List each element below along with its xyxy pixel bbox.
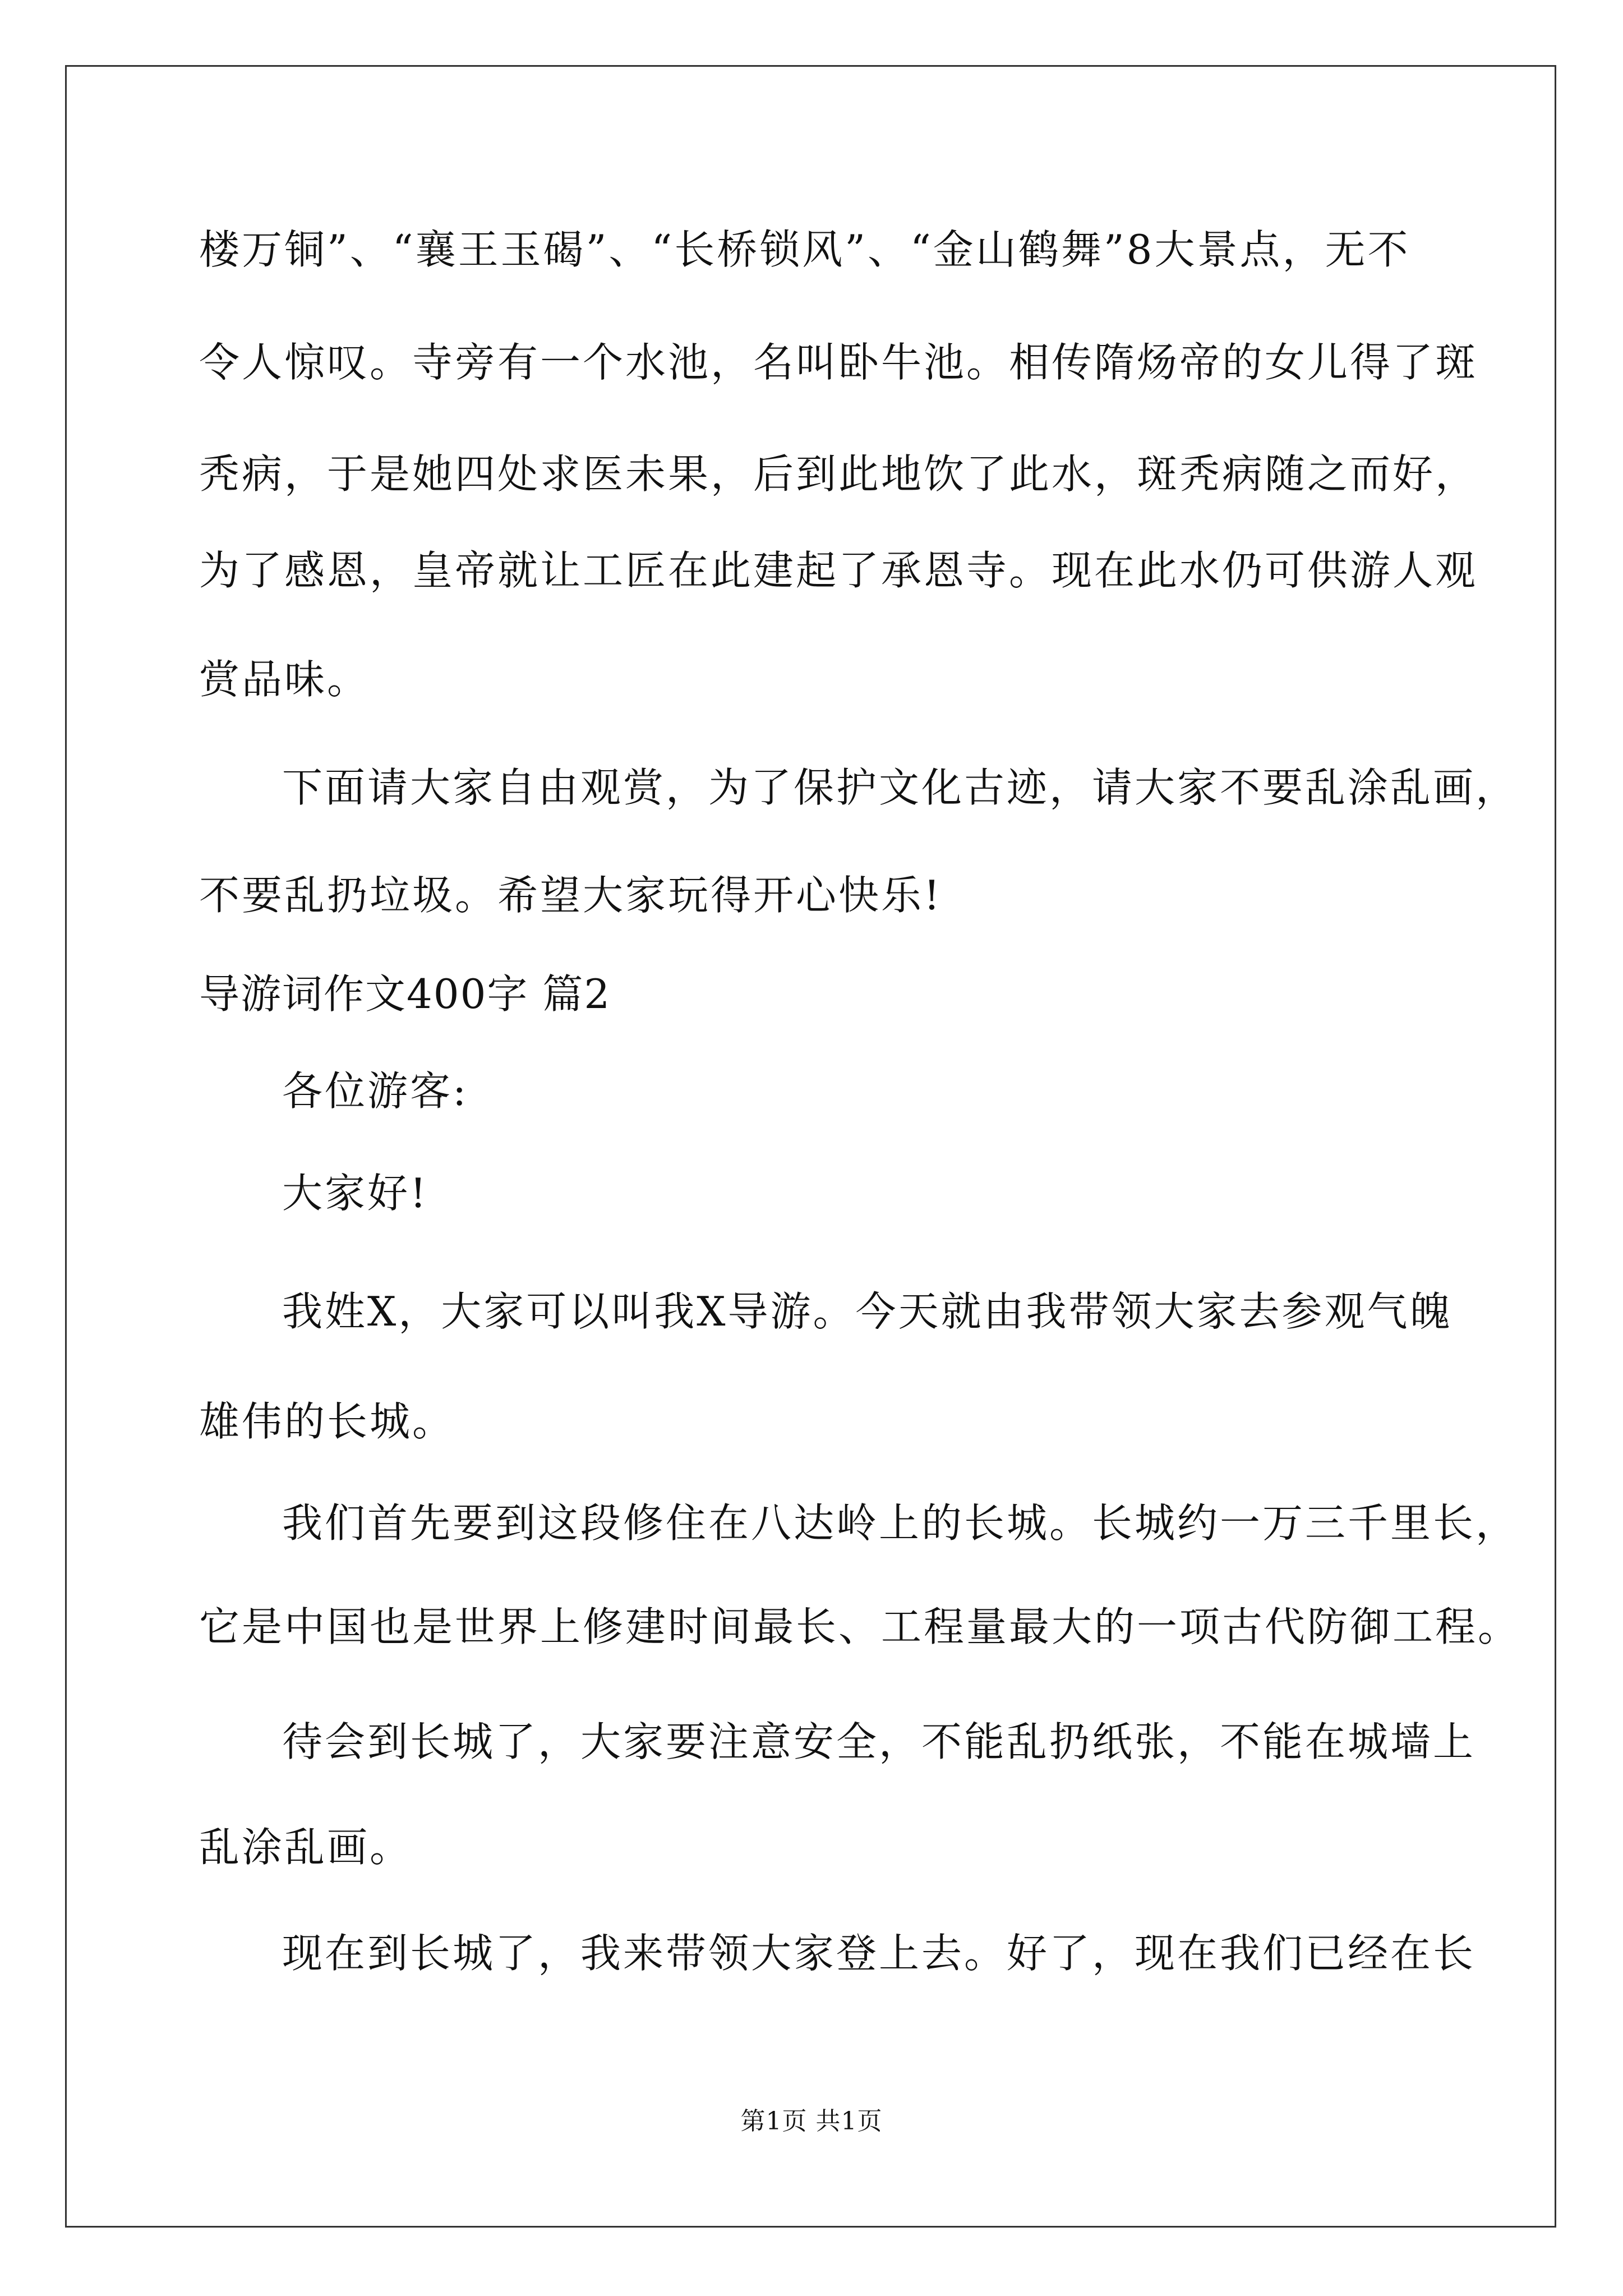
paragraph-line: 雄伟的长城。 [199,1398,455,1445]
paragraph-line: 我姓X，大家可以叫我X导游。今天就由我带领大家去参观气魄 [282,1288,1453,1335]
section-heading: 导游词作文400字 篇2 [199,970,611,1018]
paragraph-line: 大家好! [282,1170,428,1217]
paragraph-line: 赏品味。 [199,656,370,703]
paragraph-line: 乱涂乱画。 [199,1824,413,1871]
paragraph-line: 秃病，于是她四处求医未果，后到此地饮了此水，斑秃病随之而好， [199,450,1478,498]
page-footer: 第1页 共1页 [740,2107,883,2136]
paragraph-line: 令人惊叹。寺旁有一个水池，名叫卧牛池。相传隋炀帝的女儿得了斑 [199,339,1478,386]
paragraph-line: 各位游客: [282,1068,469,1115]
paragraph-line: 下面请大家自由观赏，为了保护文化古迹，请大家不要乱涂乱画， [282,764,1519,811]
paragraph-line: 我们首先要到这段修住在八达岭上的长城。长城约一万三千里长， [282,1499,1519,1547]
paragraph-line: 它是中国也是世界上修建时间最长、工程量最大的一项古代防御工程。 [199,1603,1521,1650]
paragraph-line: 楼万铜”、“襄王玉碣”、“长桥锁风”、“金山鹤舞”8大景点，无不 [199,226,1410,273]
paragraph-line: 现在到长城了，我来带领大家登上去。好了，现在我们已经在长 [282,1930,1476,1977]
paragraph-line: 待会到长城了，大家要注意安全，不能乱扔纸张，不能在城墙上 [282,1718,1476,1765]
paragraph-line: 不要乱扔垃圾。希望大家玩得开心快乐! [199,872,942,919]
paragraph-line: 为了感恩，皇帝就让工匠在此建起了承恩寺。现在此水仍可供游人观 [199,547,1478,594]
